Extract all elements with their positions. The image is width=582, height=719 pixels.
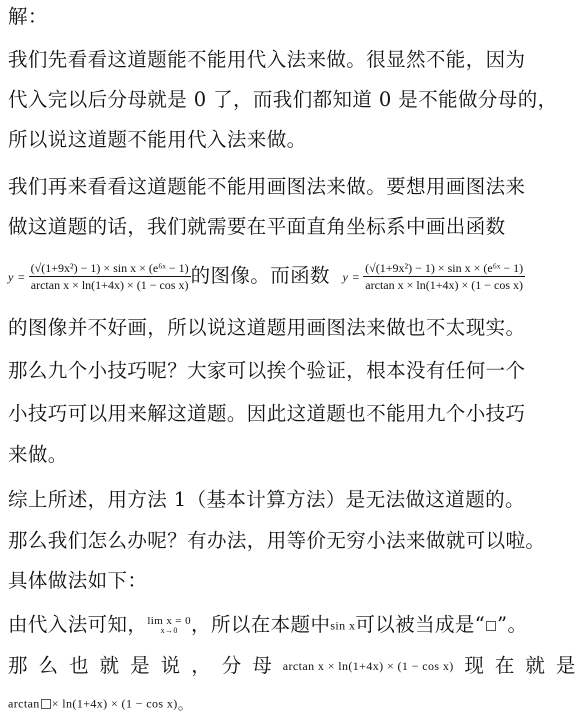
paragraph-line: 小技巧可以用来解这道题。因此这道题也不能用九个小技巧: [8, 402, 526, 425]
paragraph-line: 我们再来看看这道题能不能用画图法来做。要想用画图法来: [8, 175, 526, 198]
limit-line: [8, 610, 576, 641]
word: 是: [130, 654, 151, 677]
function-fraction: [29, 261, 191, 292]
function-fraction: [363, 261, 525, 292]
paragraph-line: 的图像并不好画，所以说这道题用画图法来做也不太现实。: [8, 316, 526, 339]
word: 说: [160, 654, 181, 677]
paragraph-line: 综上所述，用方法 1（基本计算方法）是无法做这道题的。: [8, 488, 525, 511]
fraction-numerator: (√(1+9x²) − 1) × sin x × (e⁶ˣ − 1): [365, 261, 524, 275]
limit-expression: [147, 616, 191, 636]
paragraph-line: 那么我们怎么办呢？有办法，用等价无穷小法来做就可以啦。: [8, 529, 546, 552]
line-text: ，所以在本题中: [191, 613, 331, 636]
word: 么: [38, 654, 59, 677]
y-equals: y =: [342, 269, 361, 284]
formula-text: 的图像。而函数: [190, 264, 330, 287]
result-expression-end: × ln(1+4x) × (1 − cos x): [51, 696, 178, 711]
limit-subscript: x→0: [160, 625, 178, 635]
word: 现: [464, 654, 485, 677]
word: 分: [221, 654, 242, 677]
line-text: 由代入法可知，: [8, 613, 148, 636]
word: 那: [8, 654, 28, 677]
word: 也: [69, 654, 89, 677]
fraction-denominator: arctan x × ln(1+4x) × (1 − cos x): [365, 278, 523, 292]
word: 母: [252, 654, 273, 677]
sinx-expression: sin x: [330, 618, 356, 633]
paragraph-line: 具体做法如下：: [8, 569, 148, 592]
word: 就: [99, 654, 120, 677]
result-line: [8, 688, 576, 719]
denominator-expression: arctan x × ln(1+4x) × (1 − cos x): [282, 659, 454, 673]
placeholder-box-icon: [41, 699, 51, 709]
word: 是: [555, 654, 576, 677]
limit-top: lim x = 0: [147, 614, 192, 627]
paragraph-line: 我们先看看这道题能不能用代入法来做。很显然不能，因为: [8, 48, 526, 71]
formula-line: [8, 256, 576, 297]
result-expression-start: arctan: [8, 696, 40, 711]
line-text: 可以被当成是“: [355, 613, 486, 636]
line-text: ”。: [497, 613, 528, 636]
paragraph-line: 那么九个小技巧呢？大家可以挨个验证，根本没有任何一个: [8, 359, 526, 382]
paragraph-line: 做这道题的话，我们就需要在平面直角坐标系中画出函数: [8, 215, 506, 238]
y-equals: y =: [8, 269, 26, 284]
period: 。: [177, 695, 194, 713]
paragraph-line: 来做。: [8, 443, 68, 466]
fraction-denominator: arctan x × ln(1+4x) × (1 − cos x): [30, 278, 189, 292]
paragraph-line: 所以说这道题不能用代入法来做。: [8, 128, 307, 151]
fraction-numerator: (√(1+9x²) − 1) × sin x × (e⁶ˣ − 1): [30, 261, 189, 275]
paragraph-line: 代入完以后分母就是 0 了，而我们都知道 0 是不能做分母的，: [8, 88, 558, 111]
word: ，: [191, 654, 212, 677]
denominator-line: [8, 651, 576, 681]
word: 就: [525, 654, 546, 677]
word: 在: [494, 654, 515, 677]
solution-label: 解：: [8, 5, 48, 28]
placeholder-box-icon: [486, 621, 496, 631]
